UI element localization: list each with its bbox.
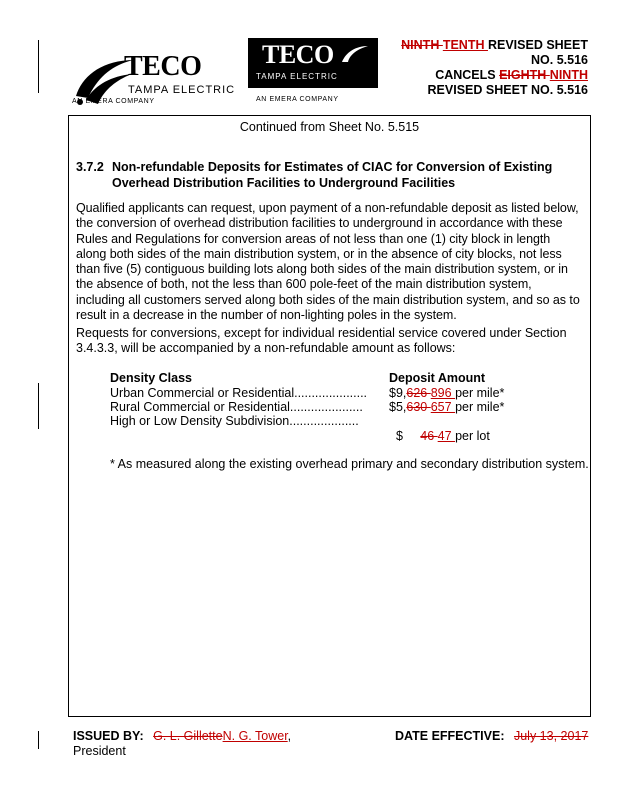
amount-suffix: per lot <box>455 429 490 443</box>
issued-inserted: N. G. Tower <box>222 729 288 743</box>
sheet-rev-inserted: TENTH <box>442 38 488 52</box>
issued-label: ISSUED BY: <box>73 729 144 743</box>
logo-box <box>248 38 378 88</box>
change-bar-header <box>38 40 39 93</box>
table-row-label: High or Low Density Subdivision.................... <box>110 414 359 428</box>
issued-comma: , <box>287 729 292 743</box>
amount-inserted: 47 <box>437 429 456 443</box>
teco-logo-right <box>248 38 380 108</box>
table-header-deposit: Deposit Amount <box>389 371 486 385</box>
sheet-line-1 <box>401 38 588 53</box>
section-title-line-1: Non-refundable Deposits for Estimates of CIAC for Conversion of Existing <box>112 160 553 174</box>
paragraph-1: Qualified applicants can request, upon payment of a non-refundable deposit as listed below, the conversion of overhead distribution facilities to underground in accordance with these Rules and Regulations for conversion areas of not less than one (1) city block in length along both sides of the main distribution system, or in the absence of city blocks, not less than five (5) contiguous building lots along both sides of the main distribution system, or in the absence of both, not the less than 600 pole-feet of the main distribution system, including all customers served along both sides of the main distribution system, and so as to result in a decrease in the number of non-lighting poles in the system. <box>76 201 580 323</box>
continued-note: Continued from Sheet No. 5.515 <box>239 120 420 134</box>
section-title-line-2: Overhead Distribution Facilities to Underground Facilities <box>112 176 456 190</box>
logo-tagline: AN EMERA COMPANY <box>256 96 339 103</box>
paragraph-2: Requests for conversions, except for individual residential service covered under Section 3.4.3.3, will be accompanied by a non-refundable amount as follows: <box>76 326 567 356</box>
table-row-label: Urban Commercial or Residential..................... <box>110 386 368 400</box>
amount-prefix: $ <box>395 429 421 443</box>
amount-deleted: 46 <box>420 429 438 443</box>
footnote: * As measured along the existing overhead primary and secondary distribution system. <box>110 457 589 471</box>
sheet-line-3 <box>435 68 588 83</box>
date-effective <box>395 729 588 744</box>
logo-subtitle: TAMPA ELECTRIC <box>128 84 236 96</box>
table-row-amount <box>389 386 504 401</box>
swoosh-icon <box>340 44 370 64</box>
logo-brand: TECO <box>124 51 202 82</box>
amount-prefix: $5, <box>389 400 407 414</box>
issued-deleted: G. L. Gillette <box>153 729 223 743</box>
change-bar-footer <box>38 731 39 749</box>
sheet-rev-deleted: NINTH <box>401 38 443 52</box>
cancels-deleted: EIGHTH <box>499 68 550 82</box>
amount-inserted: 657 <box>430 400 456 414</box>
logo-subtitle: TAMPA ELECTRIC <box>256 72 338 81</box>
section-title <box>112 159 582 191</box>
amount-prefix: $9, <box>389 386 407 400</box>
table-row-amount <box>389 414 490 444</box>
change-bar-table <box>38 383 39 429</box>
logo-tagline: AN EMERA COMPANY <box>72 98 155 105</box>
date-label: DATE EFFECTIVE: <box>395 729 505 743</box>
amount-inserted: 896 <box>430 386 456 400</box>
section-number: 3.7.2 <box>76 160 104 174</box>
amount-suffix: per mile* <box>455 400 505 414</box>
teco-logo-left <box>72 50 252 110</box>
date-deleted: July 13, 2017 <box>513 729 589 743</box>
amount-suffix: per mile* <box>455 386 505 400</box>
sheet-number: NO. 5.516 <box>531 53 588 67</box>
cancels-label: CANCELS <box>435 68 500 82</box>
table-header-density: Density Class <box>110 371 192 385</box>
issued-title: President <box>73 744 126 758</box>
cancels-inserted: NINTH <box>549 68 588 82</box>
sheet-rev-label: REVISED SHEET <box>487 38 588 52</box>
amount-deleted: 630 <box>406 400 431 414</box>
table-row-label: Rural Commercial or Residential..................... <box>110 400 363 414</box>
table-row-amount <box>389 400 504 415</box>
logo-brand: TECO <box>262 40 334 69</box>
issued-by <box>73 729 291 744</box>
sheet-line-4: REVISED SHEET NO. 5.516 <box>427 83 588 97</box>
amount-deleted: 626 <box>406 386 431 400</box>
